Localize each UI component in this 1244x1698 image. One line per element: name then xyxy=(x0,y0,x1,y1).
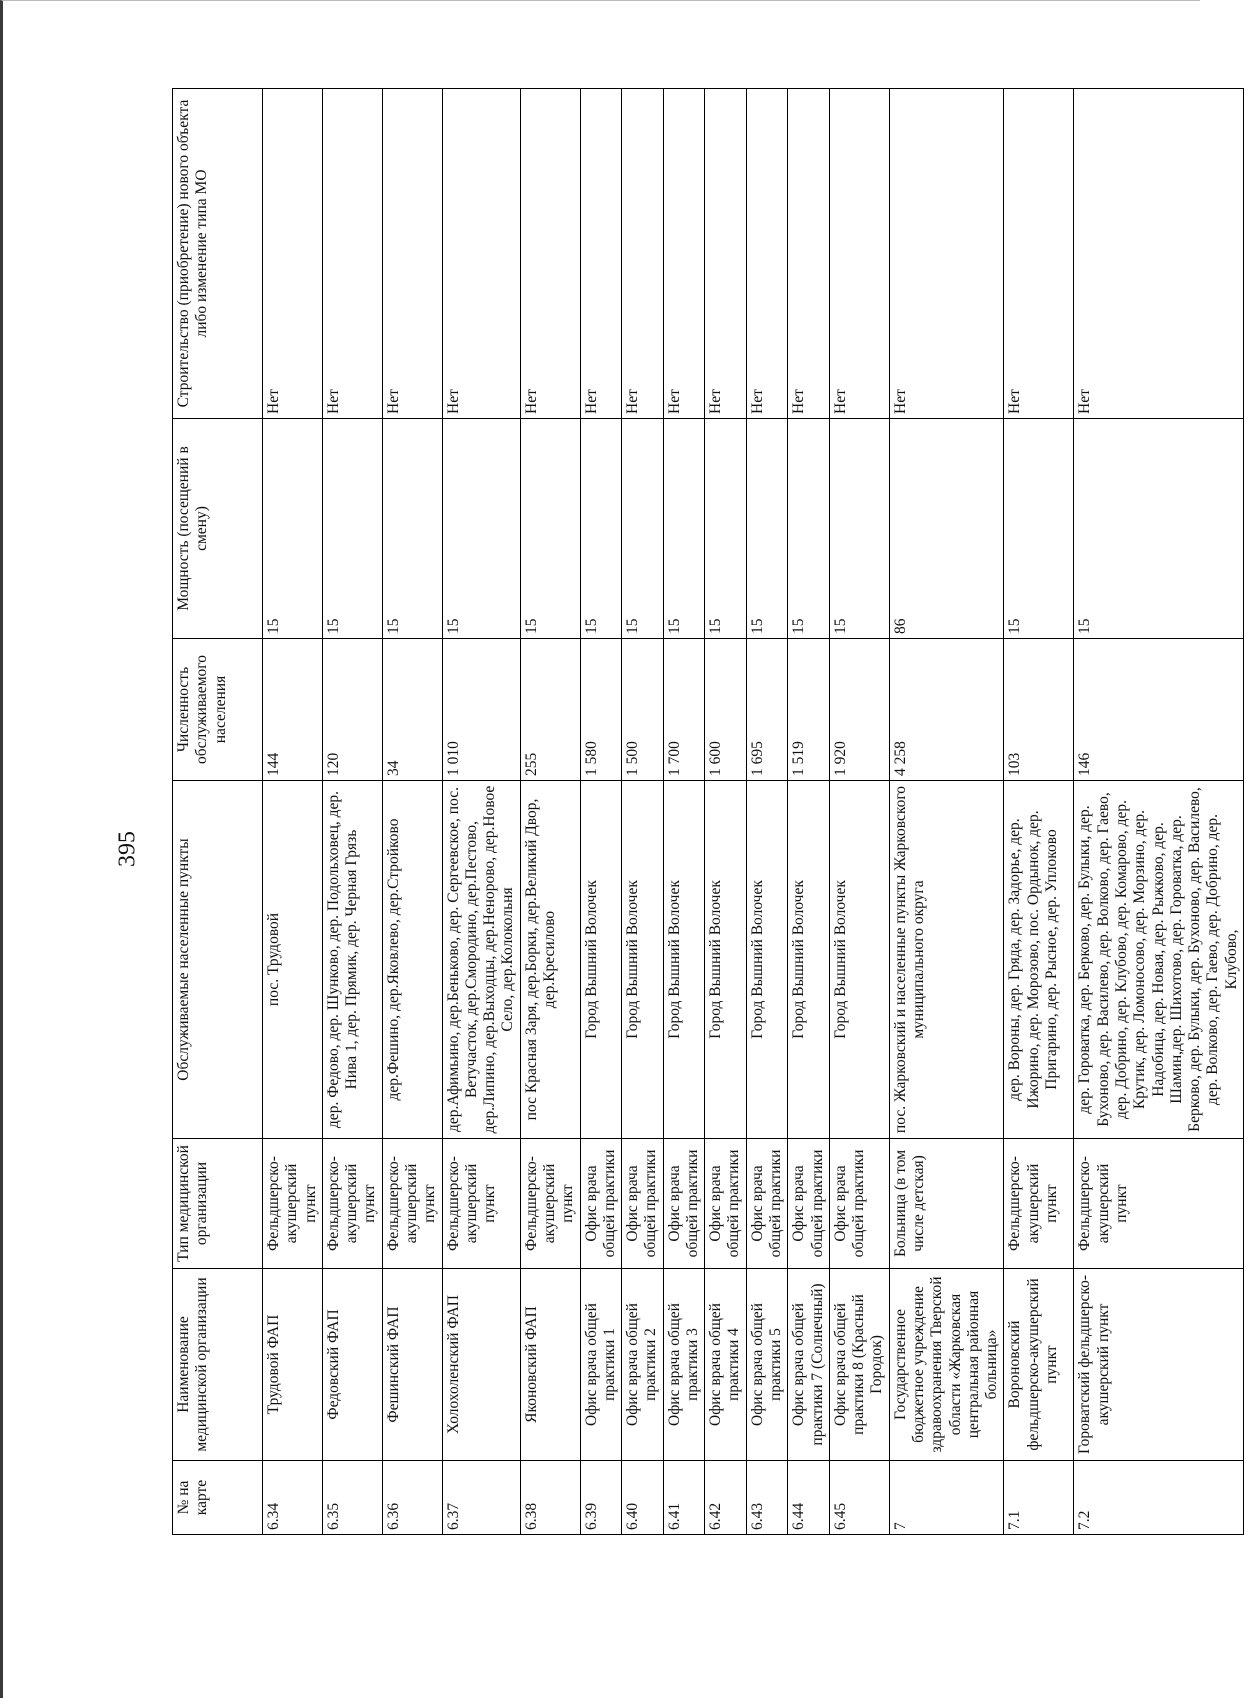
cell-construction: Нет xyxy=(788,89,830,419)
cell-organization-type: Фельдшерско-акушерский пункт xyxy=(1004,1139,1074,1269)
cell-population: 255 xyxy=(520,639,580,781)
cell-map-number: 6.35 xyxy=(322,1461,382,1535)
cell-construction: Нет xyxy=(829,89,889,419)
cell-population: 1 600 xyxy=(705,639,747,781)
cell-organization-type: Офис врача общей практики xyxy=(622,1139,664,1269)
rotated-table-container xyxy=(172,89,1240,1535)
header-map-number: № на карте xyxy=(173,1461,263,1535)
cell-organization-name: Холохоленский ФАП xyxy=(442,1269,520,1461)
cell-capacity: 15 xyxy=(442,419,520,639)
cell-organization-name: Государственное бюджетное учреждение здравоохранения Тверской области «Жарковская центральная районная больница» xyxy=(889,1269,1004,1461)
cell-served-settlements: пос. Жарковский и населенные пункты Жарковского муниципального округа xyxy=(889,781,1004,1139)
cell-organization-name: Федовский ФАП xyxy=(322,1269,382,1461)
cell-map-number: 7.1 xyxy=(1004,1461,1074,1535)
cell-map-number: 6.34 xyxy=(263,1461,323,1535)
cell-construction: Нет xyxy=(1004,89,1074,419)
cell-organization-name: Офис врача общей практики 1 xyxy=(580,1269,622,1461)
header-organization-type: Тип медицинской организации xyxy=(173,1139,263,1269)
cell-organization-type: Фельдшерско-акушерский пункт xyxy=(1074,1139,1244,1269)
table-row xyxy=(382,89,442,1535)
cell-capacity: 15 xyxy=(1004,419,1074,639)
cell-population: 1 519 xyxy=(788,639,830,781)
cell-served-settlements: дер. Гороватка, дер. Берково, дер. Булыки, дер. Бухоново, дер. Василево, дер. Волково, дер. Гаево, дер. Добрино, дер. Клубово, дер. Комарово, дер. Крутик, дер. Ломоносово, дер. Морзино, дер. Надобица, дер. Новая, дер. Рыжково, дер. Шамин,дер. Шихотово, дер. Гороватка, дер. Берково, дер. Булыки, дер. Бухоново, дер. Василево, дер. Волково, дер. Гаево, дер. Добрино, дер. Клубово, xyxy=(1074,781,1244,1139)
cell-organization-name: Фешинский ФАП xyxy=(382,1269,442,1461)
cell-population: 1 700 xyxy=(663,639,705,781)
table-row xyxy=(622,89,664,1535)
cell-organization-name: Офис врача общей практики 2 xyxy=(622,1269,664,1461)
cell-served-settlements: Город Вышний Волочек xyxy=(705,781,747,1139)
cell-map-number: 6.43 xyxy=(746,1461,788,1535)
header-served-settlements: Обслуживаемые населенные пункты xyxy=(173,781,263,1139)
cell-construction: Нет xyxy=(663,89,705,419)
cell-construction: Нет xyxy=(889,89,1004,419)
cell-map-number: 6.37 xyxy=(442,1461,520,1535)
table-row xyxy=(705,89,747,1535)
cell-population: 1 010 xyxy=(442,639,520,781)
cell-construction: Нет xyxy=(520,89,580,419)
cell-capacity: 15 xyxy=(382,419,442,639)
header-population: Численность обслуживаемого населения xyxy=(173,639,263,781)
table-row xyxy=(520,89,580,1535)
header-capacity: Мощность (посещений в смену) xyxy=(173,419,263,639)
table-row xyxy=(442,89,520,1535)
cell-map-number: 7.2 xyxy=(1074,1461,1244,1535)
cell-capacity: 15 xyxy=(322,419,382,639)
table-row xyxy=(263,89,323,1535)
cell-capacity: 15 xyxy=(622,419,664,639)
cell-served-settlements: Город Вышний Волочек xyxy=(663,781,705,1139)
cell-capacity: 15 xyxy=(1074,419,1244,639)
cell-organization-type: Офис врача общей практики xyxy=(705,1139,747,1269)
cell-organization-type: Фельдшерско-акушерский пункт xyxy=(263,1139,323,1269)
cell-capacity: 15 xyxy=(263,419,323,639)
cell-served-settlements: Город Вышний Волочек xyxy=(622,781,664,1139)
cell-capacity: 86 xyxy=(889,419,1004,639)
cell-capacity: 15 xyxy=(520,419,580,639)
cell-served-settlements: Город Вышний Волочек xyxy=(746,781,788,1139)
table-row xyxy=(1004,89,1074,1535)
cell-map-number: 6.36 xyxy=(382,1461,442,1535)
table-body xyxy=(263,89,1244,1535)
cell-served-settlements: пос. Трудовой xyxy=(263,781,323,1139)
cell-organization-type: Фельдшерско-акушерский пункт xyxy=(520,1139,580,1269)
cell-organization-name: Офис врача общей практики 4 xyxy=(705,1269,747,1461)
cell-construction: Нет xyxy=(1074,89,1244,419)
cell-organization-type: Офис врача общей практики xyxy=(580,1139,622,1269)
cell-map-number: 6.45 xyxy=(829,1461,889,1535)
cell-served-settlements: дер. Вороны, дер. Гряда, дер. Задорье, дер. Ижорино, дер. Морозово, пос. Ордынок, дер. Пригарино, дер. Рысное, дер. Уплоково xyxy=(1004,781,1074,1139)
table-row xyxy=(746,89,788,1535)
cell-construction: Нет xyxy=(705,89,747,419)
cell-population: 1 580 xyxy=(580,639,622,781)
cell-capacity: 15 xyxy=(788,419,830,639)
cell-served-settlements: дер.Афимьино, дер.Бeньково, дер. Сергеевское, пос. Ветучасток, дер.Смородино, дер.Пестово, дер.Липино, дер.Выходцы, дер.Ненорово, дер.Новое Село, дер.Колокольня xyxy=(442,781,520,1139)
cell-organization-name: Яконовский ФАП xyxy=(520,1269,580,1461)
cell-map-number: 6.40 xyxy=(622,1461,664,1535)
header-construction: Строительство (приобретение) нового объекта либо изменение типа МО xyxy=(173,89,263,419)
cell-population: 4 258 xyxy=(889,639,1004,781)
cell-construction: Нет xyxy=(322,89,382,419)
cell-organization-type: Больница (в том числе детская) xyxy=(889,1139,1004,1269)
cell-map-number: 7 xyxy=(889,1461,1004,1535)
cell-population: 1 920 xyxy=(829,639,889,781)
cell-population: 1 500 xyxy=(622,639,664,781)
cell-organization-type: Фельдшерско-акушерский пункт xyxy=(322,1139,382,1269)
cell-served-settlements: Город Вышний Волочек xyxy=(580,781,622,1139)
cell-construction: Нет xyxy=(442,89,520,419)
cell-organization-name: Гороватский фельдшерско-акушерский пункт xyxy=(1074,1269,1244,1461)
cell-map-number: 6.44 xyxy=(788,1461,830,1535)
cell-capacity: 15 xyxy=(829,419,889,639)
cell-construction: Нет xyxy=(746,89,788,419)
medical-organizations-table xyxy=(172,88,1244,1535)
cell-organization-name: Офис врача общей практики 8 (Красный Городок) xyxy=(829,1269,889,1461)
cell-organization-type: Офис врача общей практики xyxy=(746,1139,788,1269)
table-row xyxy=(663,89,705,1535)
cell-served-settlements: Город Вышний Волочек xyxy=(829,781,889,1139)
cell-construction: Нет xyxy=(622,89,664,419)
cell-capacity: 15 xyxy=(746,419,788,639)
cell-organization-type: Офис врача общей практики xyxy=(788,1139,830,1269)
table-row xyxy=(889,89,1004,1535)
table-header-row xyxy=(173,89,263,1535)
table-row xyxy=(829,89,889,1535)
cell-construction: Нет xyxy=(580,89,622,419)
cell-population: 144 xyxy=(263,639,323,781)
cell-capacity: 15 xyxy=(705,419,747,639)
cell-organization-type: Офис врача общей практики xyxy=(829,1139,889,1269)
cell-organization-name: Офис врача общей практики 5 xyxy=(746,1269,788,1461)
cell-population: 34 xyxy=(382,639,442,781)
cell-served-settlements: пос Красная Заря, дер.Борки, дер.Великий Двор, дер.Кресилово xyxy=(520,781,580,1139)
page-number: 395 xyxy=(114,831,141,867)
cell-population: 120 xyxy=(322,639,382,781)
cell-map-number: 6.42 xyxy=(705,1461,747,1535)
cell-map-number: 6.38 xyxy=(520,1461,580,1535)
cell-organization-name: Офис врача общей практики 3 xyxy=(663,1269,705,1461)
cell-population: 146 xyxy=(1074,639,1244,781)
cell-map-number: 6.39 xyxy=(580,1461,622,1535)
cell-served-settlements: дер. Федово, дер. Шунково, дер. Подольховец, дер. Нива 1, дер. Прямик, дер. Черная Грязь xyxy=(322,781,382,1139)
table-row xyxy=(580,89,622,1535)
cell-capacity: 15 xyxy=(580,419,622,639)
cell-organization-name: Трудовой ФАП xyxy=(263,1269,323,1461)
cell-organization-name: Офис врача общей практики 7 (Солнечный) xyxy=(788,1269,830,1461)
cell-organization-type: Офис врача общей практики xyxy=(663,1139,705,1269)
cell-capacity: 15 xyxy=(663,419,705,639)
cell-served-settlements: Город Вышний Волочек xyxy=(788,781,830,1139)
cell-population: 103 xyxy=(1004,639,1074,781)
cell-map-number: 6.41 xyxy=(663,1461,705,1535)
cell-construction: Нет xyxy=(263,89,323,419)
table-row xyxy=(1074,89,1244,1535)
header-organization-name: Наименование медицинской организации xyxy=(173,1269,263,1461)
cell-population: 1 695 xyxy=(746,639,788,781)
cell-construction: Нет xyxy=(382,89,442,419)
cell-organization-name: Вороновский фельдшерско-акушерский пункт xyxy=(1004,1269,1074,1461)
table-row xyxy=(322,89,382,1535)
table-row xyxy=(788,89,830,1535)
cell-organization-type: Фельдшерско-акушерский пункт xyxy=(442,1139,520,1269)
cell-organization-type: Фельдшерско-акушерский пункт xyxy=(382,1139,442,1269)
cell-served-settlements: дер.Фешино, дер.Яковлево, дер.Стройково xyxy=(382,781,442,1139)
